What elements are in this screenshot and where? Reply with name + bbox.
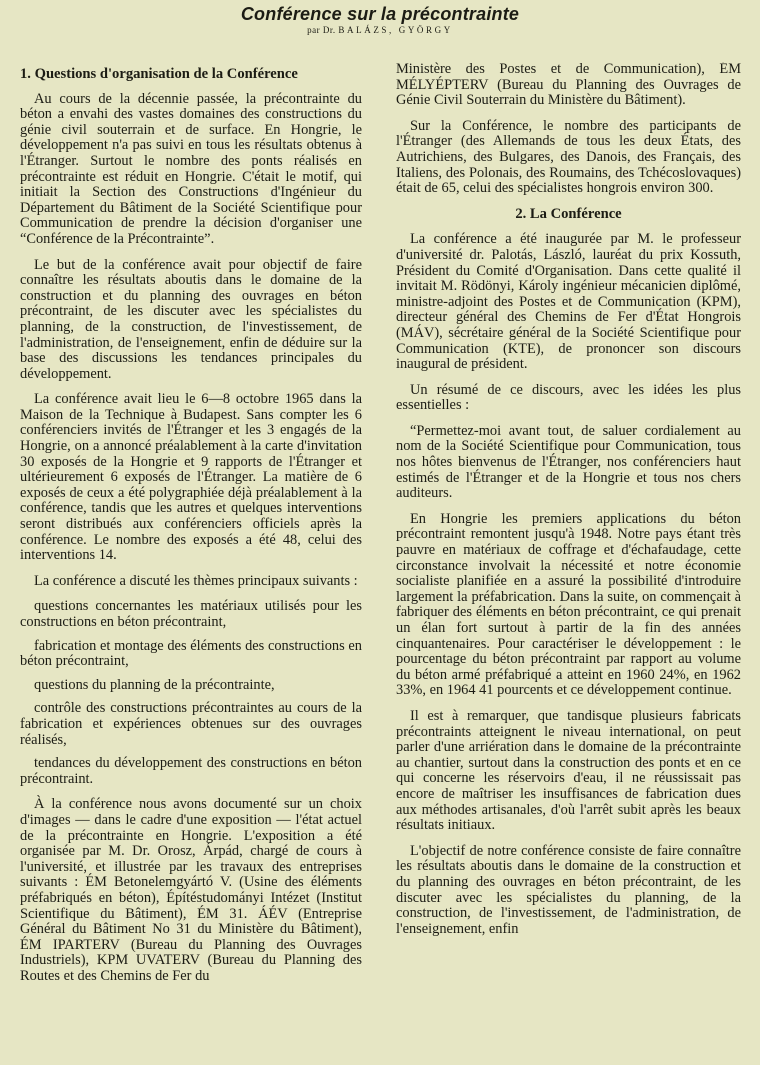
list-item: questions concernantes les matériaux utilisés pour les constructions en béton précontraint, (20, 598, 362, 630)
left-column (20, 62, 362, 1065)
paragraph: En Hongrie les premiers applications du béton précontraint remontent jusqu'à 1948. Notre pays étant très pauvre en matériaux de coffrage et d'échafaudage, cette circonstance involvait la nécessité et notre économie socialiste planifiée en a assuré la possibilité d'introduire largement la préfabrication. Dans la suite, on commençait à fabriquer des éléments en béton précontraint, ce qui prenait un élan fort surtout à partir de la fin des années cinquantenaires. Pour caractériser le développement : le pourcentage du béton précontraint par rapport au volume du béton armé préfabriqué a atteint en 1960 24%, en 1962 33%, en 1964 41 pourcents et ce développement continue. (396, 510, 741, 699)
paragraph: La conférence a été inaugurée par M. le professeur d'université dr. Palotás, László, lauréat du prix Kossuth, Président du Comité d'Organisation. Dans cette qualité il invitait M. Rödönyi, Károly ingénieur mécanicien diplômé, ministre-adjoint des Postes et de Communication (KPM), directeur général des Chemins de Fer d'État Hongrois (MÁV), sécrétaire général de la Société Scientifique pour Communication (KTE), de prononcer son discours inaugural de président. (396, 231, 741, 373)
paragraph: La conférence avait lieu le 6—8 octobre 1965 dans la Maison de la Technique à Budapest. Sans compter les 6 conférenciers invités de l'Étranger et les 3 engagés de la Hongrie, on a annoncé préalablement à la carte d'invitation 30 exposés de la Hongrie et 9 rapports de l'Étranger et ultérieurement 6 exposés de l'Étranger. La matière de 6 exposés de ceux a été polygraphiée déjà préalablement à la conférence, tandis que les autres et quelques interventions seront distribués aux conférenciers officiels après la conférence. Le nombre des exposés a été 48, celui des interventions 14. (20, 391, 362, 564)
list-item: tendances du développement des constructions en béton précontraint. (20, 755, 362, 787)
document-title: Conférence sur la précontrainte (240, 4, 520, 24)
paragraph: L'objectif de notre conférence consiste de faire connaître les résultats aboutis dans le domaine de la construction et du planning des ouvrages en béton précontraint, de les discuter avec les spécialistes du planning, de la construction, de l'investissement, de l'administration, de l'enseignement, enfin (396, 842, 741, 937)
paragraph: Ministère des Postes et de Communication), ÉM MÉLYÉPTERV (Bureau du Planning des Ouvrages de Génie Civil Souterrain du Ministère du Bâtiment). (396, 62, 741, 109)
byline-prefix: par Dr. (307, 25, 336, 35)
paragraph: “Permettez-moi avant tout, de saluer cordialement au nom de la Société Scientifique pour Communication, tous nos hôtes bienvenus de l'Étranger, nos conférenciers haut estimés de l'Étranger et de la Hongrie et tous nos chers auditeurs. (396, 422, 741, 502)
paragraph: La conférence a discuté les thèmes principaux suivants : (34, 572, 358, 589)
right-column (396, 62, 741, 1065)
author-name: BALÁZS, GYÖRGY (338, 25, 453, 35)
paragraph: Il est à remarquer, que tandisque plusieurs fabricats précontraints atteignent le niveau international, on peut parler d'une arriération dans le domaine de la précontrainte au chantier, surtout dans la construction des ponts et en ce qui concerne les réservoirs d'eau, il ne réussissait pas encore de maîtriser les insuffisances de fabrication dues aux méthodes artisanales, d'où l'arrêt subit après les beaux résultats initiaux. (396, 707, 741, 834)
paragraph: Un résumé de ce discours, avec les idées les plus essentielles : (396, 381, 741, 414)
paragraph: Sur la Conférence, le nombre des participants de l'Étranger (des Allemands de tous les deux États, des Autrichiens, des Bulgares, des Danois, des Français, des Italiens, des Polonais, des Roumains, des Tchécoslovaques) était de 65, celui des spécialistes hongrois environ 300. (396, 117, 741, 197)
list-item: fabrication et montage des éléments des constructions en béton précontraint, (20, 637, 362, 670)
paragraph: À la conférence nous avons documenté sur un choix d'images — dans le cadre d'une exposition — l'état actuel de la précontrainte en Hongrie. L'exposition a été organisée par M. Dr. Orosz, Árpád, chargé de cours à l'université, et illustrée par les travaux des entreprises suivants : ÉM Betonelemgyártó V. (Usine des éléments préfabriqués en béton), Építéstudományi Intézet (Institut Scientifique du Bâtiment), ÉM 31. ÁÉV (Entreprise Général du Bâtiment No 31 du Ministère du Bâtiment), ÉM IPARTERV (Bureau du Planning des Ouvrages Industriels), KPM UVATERV (Bureau du Planning des Routes et des Chemins de Fer du (20, 796, 362, 984)
section-2-heading: 2. La Conférence (515, 205, 622, 222)
paragraph: Au cours de la décennie passée, la précontrainte du béton a envahi des vastes domaines des constructions du génie civil souterrain et de surface. En Hongrie, le développement n'a pas suivi en tous les résultats obtenus à l'Étranger. Surtout le nombre des ponts réalisés en précontrainte est réduit en Hongrie. C'était le motif, qui initiait la Section des Constructions d'Ingénieur du Département du Bâtiment de la Société Scientifique pour Communication de prendre la décision d'organiser une “Conférence de la Précontrainte”. (20, 90, 362, 247)
list-item: questions du planning de la précontrainte, (34, 676, 275, 693)
author-byline (0, 25, 760, 35)
list-item: contrôle des constructions précontraintes au cours de la fabrication et expériences obtenues sur des ouvrages réalisés, (20, 700, 362, 748)
section-1-heading: 1. Questions d'organisation de la Conférence (20, 66, 298, 82)
paragraph: Le but de la conférence avait pour objectif de faire connaître les résultats aboutis dans le domaine de la construction et du planning des ouvrages en béton précontraint, de les discuter avec les spécialistes du planning, de la construction, de l'investissement, de l'administration, de l'enseignement, enfin de déduire sur la base des discussions les tendances principales du développement. (20, 256, 362, 382)
